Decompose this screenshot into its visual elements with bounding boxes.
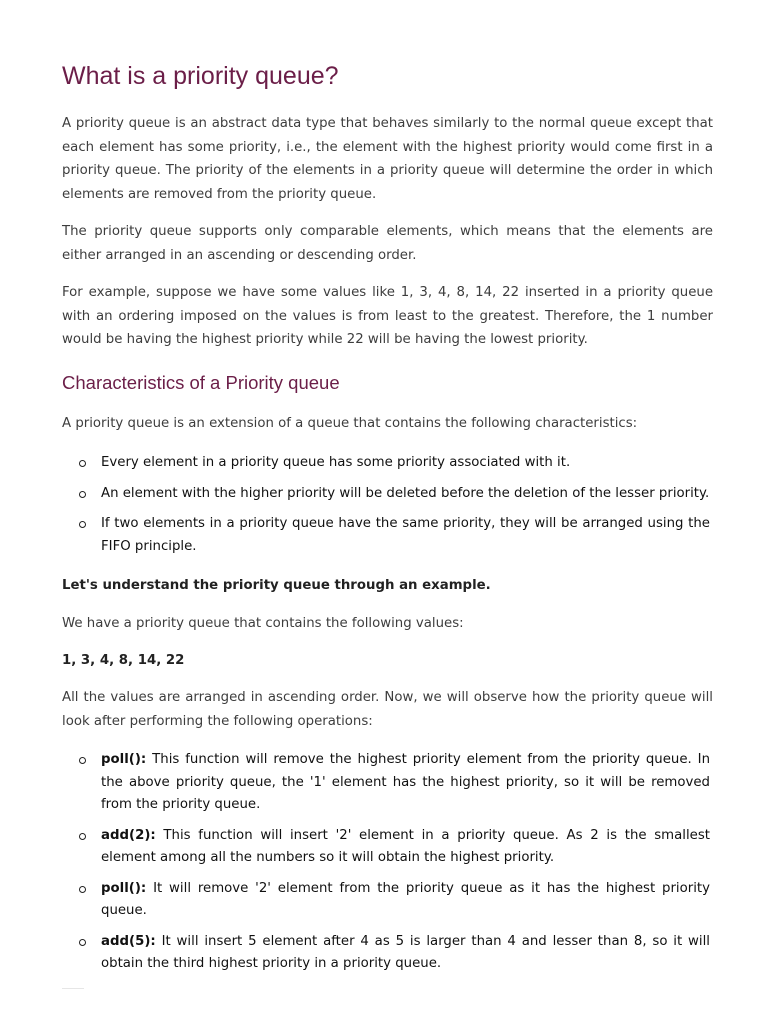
circle-bullet-icon [79,460,86,467]
intro-paragraph-2: The priority queue supports only comparable elements, which means that the elements are either arranged in an ascending or descending order. [62,224,713,263]
circle-bullet-icon [79,939,86,946]
list-item: If two elements in a priority queue have the same priority, they will be arranged using the FIFO principle. [62,513,710,558]
characteristics-heading: Characteristics of a Priority queue [62,372,340,393]
footer-divider [62,988,84,989]
list-item: add(2): This function will insert '2' element in a priority queue. As 2 is the smallest element among all the numbers so it will obtain the highest priority. [62,825,710,870]
circle-bullet-icon [79,833,86,840]
characteristics-lead: A priority queue is an extension of a queue that contains the following characteristics: [62,416,638,431]
circle-bullet-icon [79,757,86,764]
list-item: poll(): This function will remove the highest priority element from the priority queue. In the above priority queue, the '1' element has the highest priority, so it will be removed from the priority queue. [62,749,710,817]
intro-paragraph-3: For example, suppose we have some values like 1, 3, 4, 8, 14, 22 inserted in a priority queue with an ordering imposed on the values is from least to the greatest. Therefore, the 1 number would be having the highest priority while 22 will be having the lowest priority. [62,285,713,347]
example-lead: We have a priority queue that contains the following values: [62,616,464,631]
list-item: poll(): It will remove '2' element from the priority queue as it has the highest priority queue. [62,878,710,923]
page-title: What is a priority queue? [62,62,339,90]
circle-bullet-icon [79,521,86,528]
list-item: An element with the higher priority will be deleted before the deletion of the lesser priority. [62,483,710,506]
list-item: Every element in a priority queue has some priority associated with it. [62,452,710,475]
example-values: 1, 3, 4, 8, 14, 22 [62,653,185,668]
example-observe: All the values are arranged in ascending order. Now, we will observe how the priority queue will look after performing the following operations: [62,690,713,729]
circle-bullet-icon [79,491,86,498]
intro-paragraph-1: A priority queue is an abstract data type that behaves similarly to the normal queue except that each element has some priority, i.e., the element with the highest priority would come first in a priority queue. The priority of the elements in a priority queue will determine the order in which elements are removed from the priority queue. [62,116,713,202]
characteristics-list [62,452,710,566]
circle-bullet-icon [79,886,86,893]
operations-list [62,749,710,984]
example-heading: Let's understand the priority queue through an example. [62,578,491,593]
list-item: add(5): It will insert 5 element after 4 as 5 is larger than 4 and lesser than 8, so it will obtain the third highest priority in a priority queue. [62,931,710,976]
